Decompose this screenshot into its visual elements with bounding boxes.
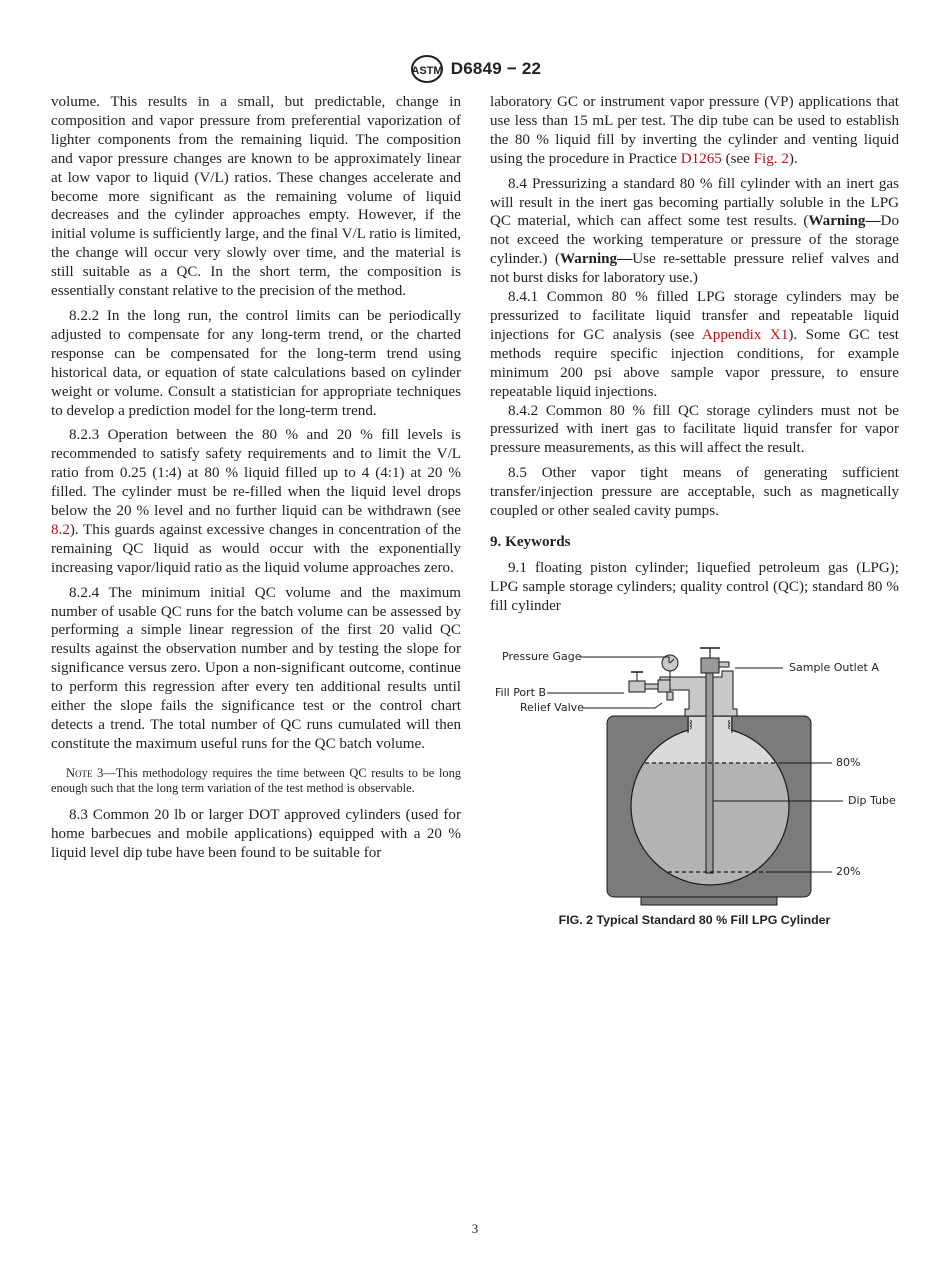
paragraph-continuation-right: laboratory GC or instrument vapor pressure (VP) applications that use less than 15 mL per test. The dip tube can be used to establish the 80 % liquid fill by inverting the cylinder and venting liquid using the procedure in Practice D1265 (see Fig. 2). xyxy=(490,94,899,167)
section-8-2-3: 8.2.3 Operation between the 80 % and 20 % fill levels is recommended to satisfy safety requirements and to limit the V/L ratio from 0.25 (1:4) at 80 % liquid filled up to 4 (4:1) at 20 % filled. The cylinder must be re-filled when the liquid level drops below the 20 % level and no further liquid can be withdrawn (see 8.2). This guards against excessive changes in concentration of the remaining QC liquid as would occur with the exponentially increasing vapor/liquid ratio as the liquid volume approaches zero. xyxy=(51,427,461,576)
warning-label: Warning— xyxy=(808,213,881,230)
figure-caption: FIG. 2 Typical Standard 80 % Fill LPG Cylinder xyxy=(558,913,831,927)
paragraph-continuation: volume. This results in a small, but predictable, change in composition and vapor pressure from preferential vaporization of lighter components from the remaining liquid. The composition and vapor pressure changes are known to be approximately linear at low vapor to liquid (V/L) ratios. These changes accelerate and become more significant as the remaining volume of liquid decreases and the cylinder approaches empty. However, if the initial volume is sufficiently large, and the final V/L ratio is limited, the change will occur very slowly over time, and the material is still suitable as a QC. In the short term, the composition is essentially constant relative to the precision of the method. xyxy=(51,94,461,300)
label-dip-tube: Dip Tube xyxy=(848,794,896,807)
section-8-4-2: 8.4.2 Common 80 % fill QC storage cylinders must not be pressurized with inert gas to facilitate liquid transfer for vapor pressure measurements, as this will affect the result. xyxy=(490,402,899,457)
note-3: Note 3—This methodology requires the time between QC results to be long enough such that the long term variation of the test method is observable. xyxy=(51,765,461,796)
left-column xyxy=(51,93,461,863)
section-8-4: 8.4 Pressurizing a standard 80 % fill cylinder with an inert gas will result in the inert gas becoming partially soluble in the LPG QC material, which can affect some test results. (Warning—Do not exceed the working temperature or pressure of the storage cylinder.) (Warning—Use re-settable pressure relief valves and not burst disks for laboratory use.) xyxy=(490,175,899,287)
figure-2 xyxy=(490,645,910,935)
dip-tube xyxy=(706,673,713,873)
link-section-8-2[interactable]: 8.2 xyxy=(51,521,70,538)
right-column xyxy=(490,93,899,616)
page-number: 3 xyxy=(471,1221,479,1236)
section-8-3: 8.3 Common 20 lb or larger DOT approved cylinders (used for home barbecues and mobile applications) equipped with a 20 % liquid level dip tube have been found to be suitable for xyxy=(51,807,461,862)
link-d1265[interactable]: D1265 xyxy=(680,150,722,167)
label-fill-port-b: Fill Port B xyxy=(495,686,547,699)
link-fig-2[interactable]: Fig. 2 xyxy=(753,150,789,167)
label-relief-valve: Relief Valve xyxy=(520,701,584,714)
section-8-2-2: 8.2.2 In the long run, the control limits can be periodically adjusted to compensate for any long-term trend, or the charted response can be compensated for the long-term trend using historical data, or equation of state calculations based on cylinder weight or volume. Consult a statistician for appropriate techniques to develop a prediction model for the long-term trend. xyxy=(51,307,461,419)
svg-text:ASTM: ASTM xyxy=(411,65,443,77)
section-9-1: 9.1 floating piston cylinder; liquefied petroleum gas (LPG); LPG sample storage cylinders; quality control (QC); standard 80 % fill cylinder xyxy=(490,559,899,614)
warning-label: Warning— xyxy=(560,251,633,268)
section-8-2-4: 8.2.4 The minimum initial QC volume and the maximum number of usable QC runs for the batch volume can be assessed by performing a simple linear regression of the first 20 valid QC results against the observation number and by testing the slope for significance versus zero. Upon a non-significant outcome, continue to perform this regression after every ten additional results until either the slope fails the significance test or the control chart detects a trend. The total number of QC runs cumulated will then constitute the maximum useful runs for the QC batch volume. xyxy=(51,584,461,752)
label-level-80: 80% xyxy=(836,756,861,769)
section-8-4-1: 8.4.1 Common 80 % filled LPG storage cylinders may be pressurized to facilitate liquid transfer and repeatable liquid injections for GC analysis (see Appendix X1). Some GC test methods require specific injection conditions, for example minimum 200 psi above sample vapor pressure, to ensure repeatable liquid injections. xyxy=(490,289,900,400)
page-header xyxy=(0,54,950,84)
link-appendix-x1[interactable]: Appendix X1 xyxy=(701,326,789,343)
label-level-20: 20% xyxy=(836,865,861,878)
label-sample-outlet-a: Sample Outlet A xyxy=(789,661,879,674)
document-id: D6849 − 22 xyxy=(450,59,542,78)
astm-logo-icon xyxy=(409,54,445,84)
note-label: Note 3 xyxy=(66,765,104,780)
section-8-5: 8.5 Other vapor tight means of generating sufficient transfer/injection pressure are acceptable, such as magnetically coupled or other sealed cavity pumps. xyxy=(490,465,899,520)
keywords-heading: 9. Keywords xyxy=(490,533,571,550)
label-pressure-gage: Pressure Gage xyxy=(502,650,582,663)
